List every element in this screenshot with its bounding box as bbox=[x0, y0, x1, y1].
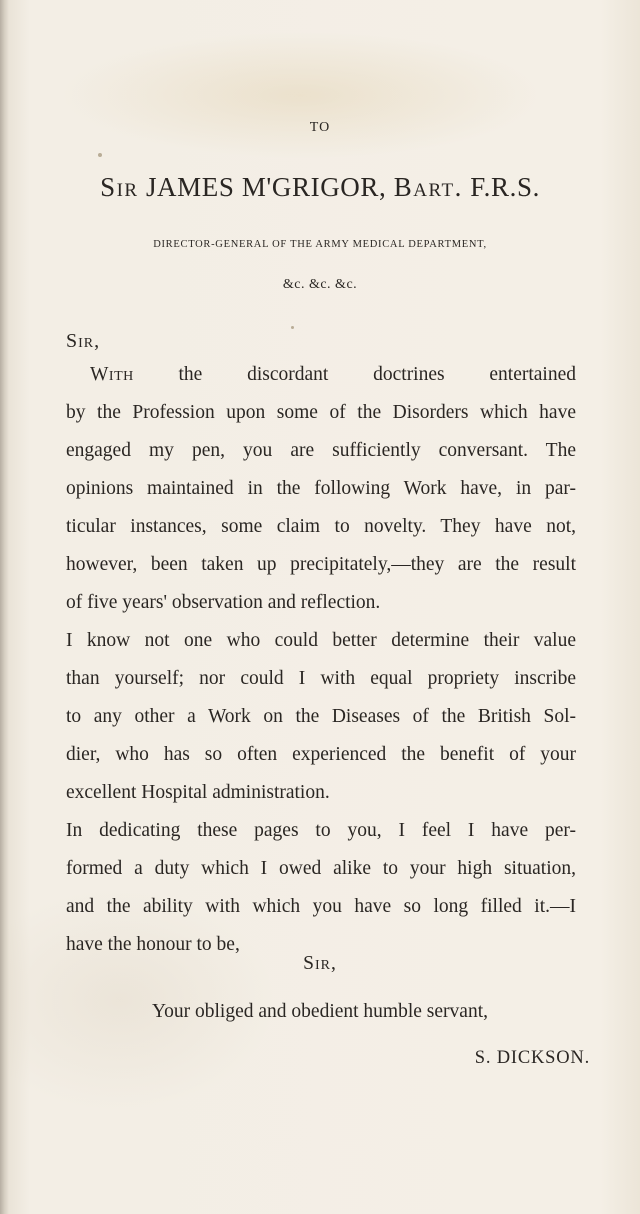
letter-line-text: the discordant doctrines entertained bbox=[133, 364, 576, 385]
dedicatee-name-prefix: Sir bbox=[100, 172, 139, 202]
letter-line: excellent Hospital administration. bbox=[66, 782, 330, 803]
letter-body bbox=[66, 356, 576, 964]
dedicatee-name-suffix: Bart. bbox=[393, 172, 463, 202]
dedicatee-name-main: JAMES M'GRIGOR, bbox=[145, 172, 387, 202]
letter-line: to any other a Work on the Diseases of the British Sol- bbox=[66, 706, 576, 727]
letter-line: In dedicating these pages to you, I feel I have per- bbox=[66, 820, 576, 841]
letter-line: have the honour to be, bbox=[66, 934, 240, 955]
letter-line bbox=[66, 356, 576, 394]
letter-line: by the Profession upon some of the Disorders which have bbox=[66, 402, 576, 423]
dedicatee-etc: &c. &c. &c. bbox=[282, 277, 358, 292]
letter-line: than yourself; nor could I with equal propriety inscribe bbox=[66, 668, 576, 689]
letter-line-smallcaps: With bbox=[90, 364, 134, 385]
letter-line: and the ability with which you have so long filled it.—I bbox=[66, 896, 576, 917]
letter-line: I know not one who could better determine their value bbox=[66, 630, 576, 651]
letter-line: formed a duty which I owed alike to your high situation, bbox=[66, 858, 576, 879]
letter-line: however, been taken up precipitately,—they are the result bbox=[66, 554, 576, 575]
closing-phrase: Your obliged and obedient humble servant, bbox=[152, 1001, 488, 1022]
letter-line: dier, who has so often experienced the benefit of your bbox=[66, 744, 576, 765]
closing-salutation: Sir, bbox=[303, 953, 337, 974]
letter-line: opinions maintained in the following Work have, in par- bbox=[66, 478, 576, 499]
dedicatee-name bbox=[0, 172, 640, 203]
dedication-to: TO bbox=[309, 120, 331, 135]
letter-line: of five years' observation and reflection. bbox=[66, 592, 381, 613]
paper-speck bbox=[98, 153, 102, 157]
paper-speck bbox=[291, 326, 294, 329]
dedicatee-title: DIRECTOR-GENERAL OF THE ARMY MEDICAL DEPARTMENT, bbox=[153, 239, 487, 250]
signature: S. DICKSON. bbox=[474, 1048, 590, 1068]
letter-salutation: Sir, bbox=[66, 330, 101, 352]
letter-line: engaged my pen, you are sufficiently conversant. The bbox=[66, 440, 576, 461]
dedicatee-name-post: F.R.S. bbox=[470, 172, 540, 202]
letter-line: ticular instances, some claim to novelty. They have not, bbox=[66, 516, 576, 537]
